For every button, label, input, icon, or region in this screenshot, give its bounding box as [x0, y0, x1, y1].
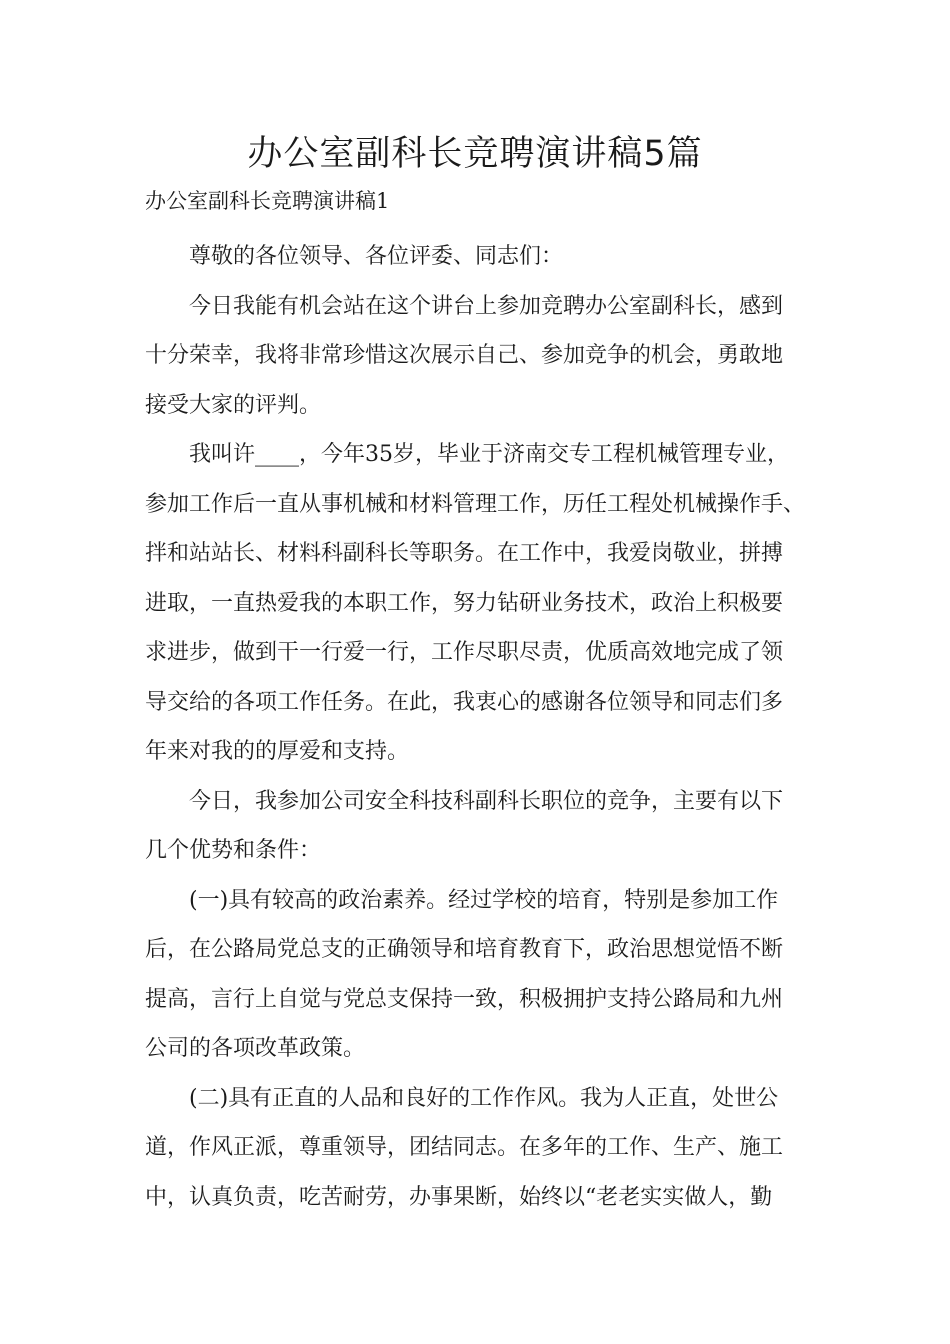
- text-line: 求进步，做到干一行爱一行，工作尽职尽责，优质高效地完成了领: [145, 640, 784, 665]
- text-line: 今日，我参加公司安全科技科副科长职位的竞争，主要有以下: [189, 788, 784, 814]
- text-line: 公司的各项改革政策。: [145, 1036, 366, 1061]
- text-line: 进取，一直热爱我的本职工作，努力钻研业务技术，政治上积极要: [145, 590, 784, 616]
- paragraph-opening: [145, 282, 825, 431]
- text-line: 接受大家的评判。: [145, 392, 322, 418]
- text-line: 我叫许____，今年35岁，毕业于济南交专工程机械管理专业，: [189, 442, 789, 467]
- text-line: (二)具有正直的人品和良好的工作作风。我为人正直，处世公: [189, 1085, 779, 1111]
- document-body: [145, 232, 825, 1222]
- text-line: 后，在公路局党总支的正确领导和培育教育下，政治思想觉悟不断: [145, 937, 784, 962]
- text-line: 参加工作后一直从事机械和材料管理工作，历任工程处机械操作手、: [145, 491, 806, 517]
- paragraph-advantage-1: [145, 876, 825, 1074]
- text-line: 提高，言行上自觉与党总支保持一致，积极拥护支持公路局和九州: [145, 986, 784, 1012]
- text-line: 中，认真负责，吃苦耐劳，办事果断，始终以“老老实实做人，勤: [145, 1184, 773, 1210]
- paragraph-advantages-intro: [145, 777, 825, 876]
- text-line: 拌和站站长、材料科副科长等职务。在工作中，我爱岗敬业，拼搏: [145, 541, 784, 566]
- paragraph-self-introduction: [145, 430, 825, 777]
- text-line: 尊敬的各位领导、各位评委、同志们：: [189, 244, 564, 269]
- text-line: 今日我能有机会站在这个讲台上参加竞聘办公室副科长，感到: [189, 293, 784, 319]
- text-line: 导交给的各项工作任务。在此，我衷心的感谢各位领导和同志们多: [145, 689, 784, 715]
- text-line: 年来对我的的厚爱和支持。: [145, 739, 410, 764]
- text-line: 十分荣幸，我将非常珍惜这次展示自己、参加竞争的机会，勇敢地: [145, 343, 784, 368]
- paragraph-advantage-2: [145, 1074, 825, 1223]
- text-line: (一)具有较高的政治素养。经过学校的培育，特别是参加工作: [189, 887, 779, 913]
- text-line: 道，作风正派，尊重领导，团结同志。在多年的工作、生产、施工: [145, 1135, 784, 1160]
- paragraph-salutation: [145, 232, 825, 282]
- document-subtitle: 办公室副科长竞聘演讲稿1: [145, 189, 390, 213]
- text-line: 几个优势和条件：: [145, 838, 322, 863]
- document-title: 办公室副科长竞聘演讲稿5篇: [247, 134, 703, 174]
